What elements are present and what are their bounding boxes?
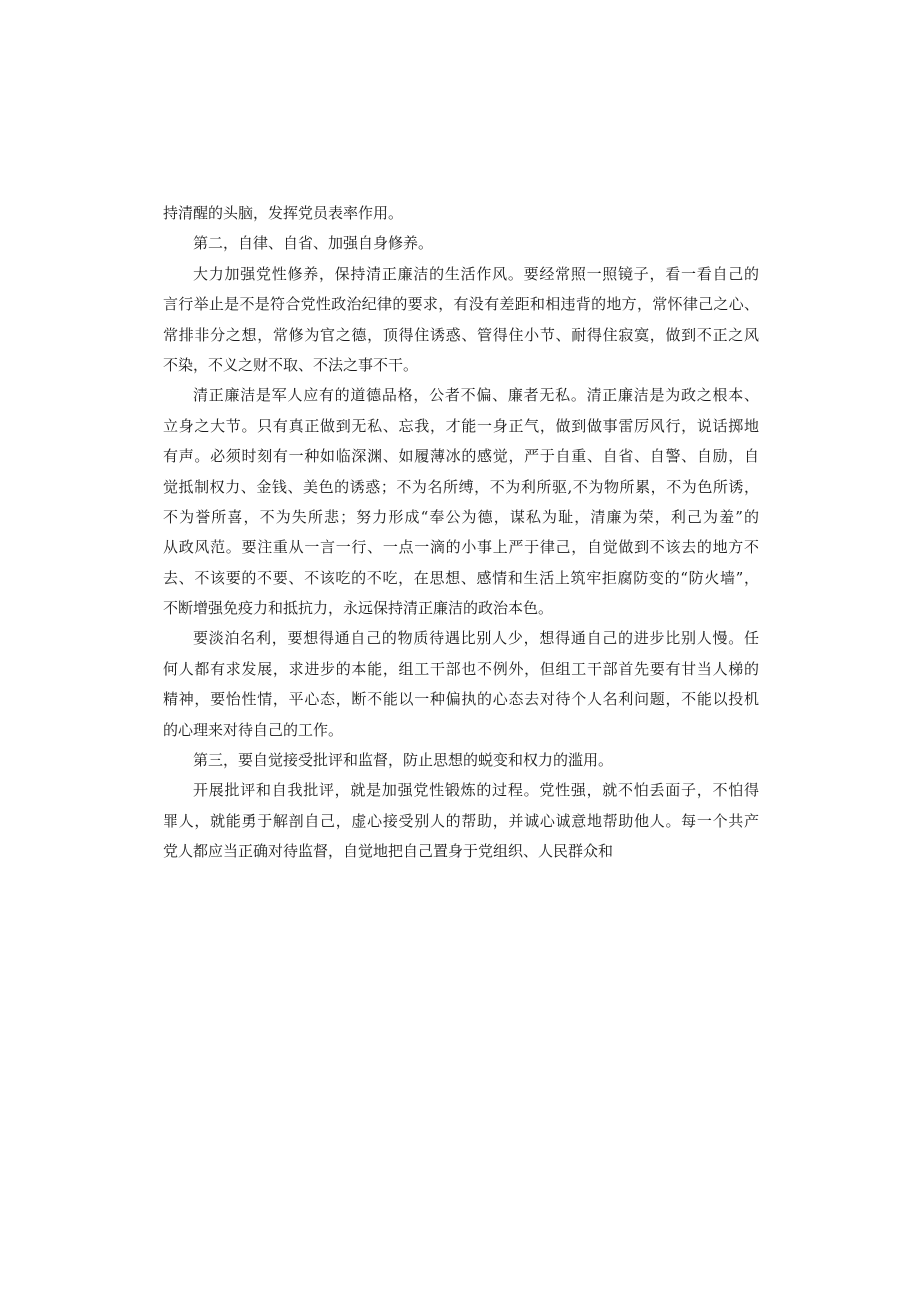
text-line: 不为誉所喜，不为失所悲；努力形成“奉公为德，谋私为耻，清廉为荣，利己为羞”的: [163, 507, 759, 526]
text-line: 不断增强免疫力和抵抗力，永远保持清正廉洁的政治本色。: [163, 599, 554, 618]
section-heading-line: 第二，自律、自省、加强自身修养。: [193, 234, 434, 253]
text-line: 大力加强党性修养，保持清正廉洁的生活作风。要经常照一照镜子，看一看自己的: [193, 264, 759, 283]
text-line: 要淡泊名利，要想得通自己的物质待遇比别人少，想得通自己的进步比别人慢。任: [193, 629, 759, 648]
text-line: 常排非分之想，常修为官之德，顶得住诱惑、管得住小节、耐得住寂寞，做到不正之风: [163, 325, 759, 344]
text-line: 的心理来对待自己的工作。: [163, 720, 344, 739]
document-page: [163, 198, 759, 867]
text-line: 何人都有求发展，求进步的本能，组工干部也不例外，但组工干部首先要有甘当人梯的: [163, 659, 759, 678]
text-line: 开展批评和自我批评，就是加强党性锻炼的过程。党性强，就不怕丢面子，不怕得: [193, 781, 759, 800]
text-line: 罪人，就能勇于解剖自己，虚心接受别人的帮助，并诚心诚意地帮助他人。每一个共产: [163, 811, 759, 830]
text-line: 觉抵制权力、金钱、美色的诱惑；不为名所缚，不为利所驱,不为物所累，不为色所诱，: [163, 477, 759, 496]
section-heading-line: 第三，要自觉接受批评和监督，防止思想的蜕变和权力的滥用。: [193, 751, 614, 770]
text-line: 立身之大节。只有真正做到无私、忘我，才能一身正气，做到做事雷厉风行，说话掷地: [163, 416, 759, 435]
text-line: 有声。必须时刻有一种如临深渊、如履薄冰的感觉，严于自重、自省、自警、自励，自: [163, 447, 759, 466]
text-line: 从政风范。要注重从一言一行、一点一滴的小事上严于律己，自觉做到不该去的地方不: [163, 538, 759, 557]
text-line: 言行举止是不是符合党性政治纪律的要求，有没有差距和相违背的地方，常怀律己之心、: [163, 295, 759, 314]
text-line: 精神，要怡性情，平心态，断不能以一种偏执的心态去对待个人名利问题，不能以投机: [163, 690, 759, 709]
text-line: 持清醒的头脑，发挥党员表率作用。: [163, 204, 404, 222]
text-line: 不染，不义之财不取、不法之事不干。: [163, 355, 419, 374]
text-line: 去、不该要的不要、不该吃的不吃，在思想、感情和生活上筑牢拒腐防变的“防火墙”，: [163, 568, 759, 587]
text-line: 党人都应当正确对待监督，自觉地把自己置身于党组织、人民群众和: [163, 842, 614, 861]
text-line: 清正廉洁是军人应有的道德品格，公者不偏、廉者无私。清正廉洁是为政之根本、: [193, 386, 759, 405]
